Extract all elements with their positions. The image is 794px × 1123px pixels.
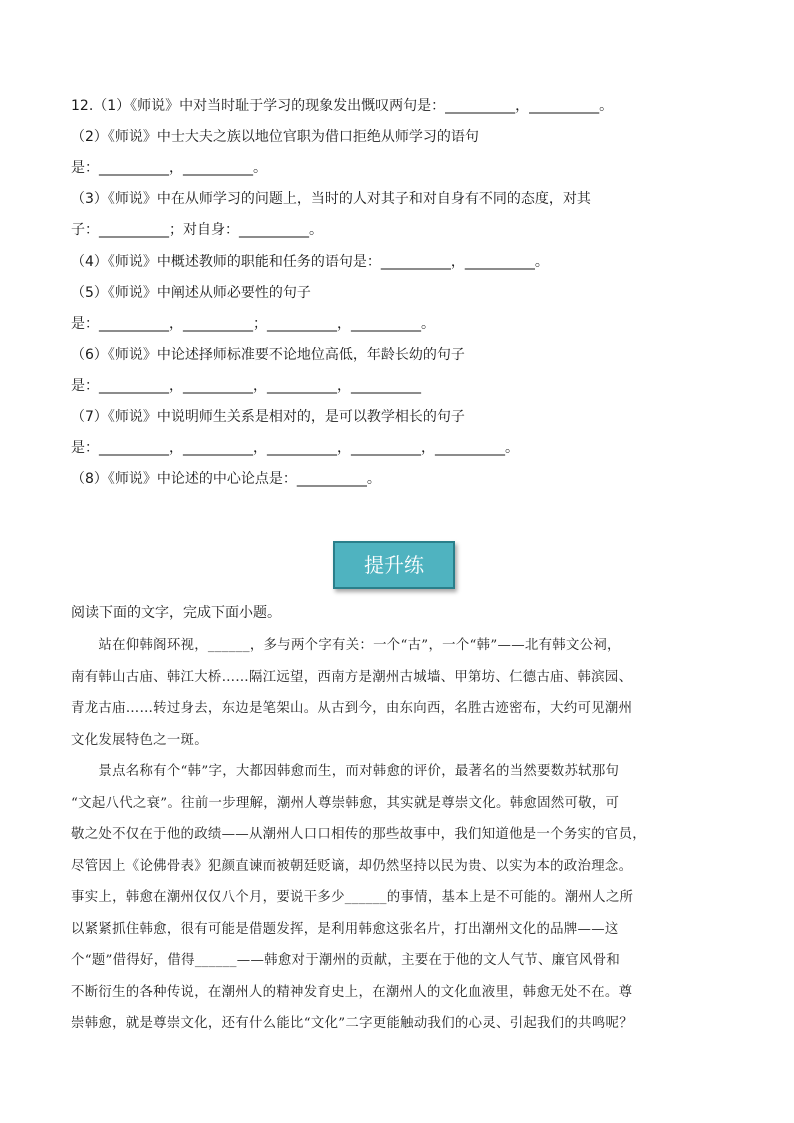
question-12-3: （3）《师说》中在从师学习的问题上，当时的人对其子和对自身有不同的态度，对其: [71, 191, 591, 207]
question-12-8: （8）《师说》中论述的中心论点是：__________。: [71, 471, 381, 487]
passage-line: 文化发展特色之一斑。: [71, 732, 208, 748]
passage-paragraph-1: [71, 630, 731, 756]
passage-line: 个“题”借得好，借得______——韩愈对于潮州的贡献，主要在于他的文人气节、廉官风骨和: [71, 953, 621, 968]
question-12-1: 12.（1）《师说》中对当时耻于学习的现象发出慨叹两句是：__________，__________。: [71, 98, 614, 114]
passage-line: “文起八代之衰”。往前一步理解，潮州人尊崇韩愈，其实就是尊崇文化。韩愈固然可敬，可: [71, 795, 620, 811]
passage-line: 南有韩山古庙、韩江大桥……隔江远望，西南方是潮州古城墙、甲第坊、仁德古庙、韩滨园、: [71, 669, 633, 685]
question-12-5-answer: 是：__________，__________；__________，__________。: [71, 316, 435, 332]
passage-line: 不断衍生的各种传说，在潮州人的精神发育史上，在潮州人的文化血液里，韩愈无处不在。尊: [71, 984, 633, 1000]
question-12-6-answer: 是：__________，__________，__________，__________: [71, 378, 421, 394]
question-12-4: （4）《师说》中概述教师的职能和任务的语句是：__________，__________。: [71, 254, 549, 270]
passage-line: 尽管因上《论佛骨表》犯颜直谏而被朝廷贬谪，却仍然坚持以民为贵、以实为本的政治理念。: [71, 858, 633, 874]
question-12-7-answer: 是：__________，__________，__________，__________，__________。: [71, 440, 519, 456]
reading-instruction: 阅读下面的文字，完成下面小题。: [71, 605, 281, 621]
question-12-2-answer: 是：__________，__________。: [71, 160, 267, 176]
passage-line: 崇韩愈，就是尊崇文化，还有什么能比“文化”二字更能触动我们的心灵、引起我们的共鸣呢？: [71, 1016, 633, 1031]
section-title-badge: 提升练: [333, 541, 455, 589]
question-12-3-answer: 子：__________；对自身：__________。: [71, 222, 323, 238]
passage-line: 以紧紧抓住韩愈，很有可能是借题发挥，是利用韩愈这张名片，打出潮州文化的品牌——这: [71, 921, 619, 937]
question-12-6: （6）《师说》中论述择师标准要不论地位高低，年龄长幼的句子: [71, 347, 465, 363]
question-12-2: （2）《师说》中士大夫之族以地位官职为借口拒绝从师学习的语句: [71, 129, 479, 145]
question-12-5: （5）《师说》中阐述从师必要性的句子: [71, 285, 311, 301]
passage-line: 站在仰韩阁环视，______，多与两个字有关：一个“古”，一个“韩”——北有韩文公祠，: [71, 638, 621, 653]
passage-line: 事实上，韩愈在潮州仅仅八个月，要说干多少______的事情，基本上是不可能的。潮州人之所: [71, 890, 634, 905]
passage-line: 青龙古庙……转过身去，东边是笔架山。从古到今，由东向西，名胜古迹密布，大约可见潮州: [71, 701, 633, 716]
question-12-7: （7）《师说》中说明师生关系是相对的，是可以教学相长的句子: [71, 409, 465, 425]
passage-line: 景点名称有个“韩”字，大都因韩愈而生，而对韩愈的评价，最著名的当然要数苏轼那句: [71, 764, 620, 779]
passage-paragraph-2: [71, 756, 731, 1040]
passage-line: 敬之处不仅在于他的政绩——从潮州人口口相传的那些故事中，我们知道他是一个务实的官员，: [71, 827, 647, 842]
